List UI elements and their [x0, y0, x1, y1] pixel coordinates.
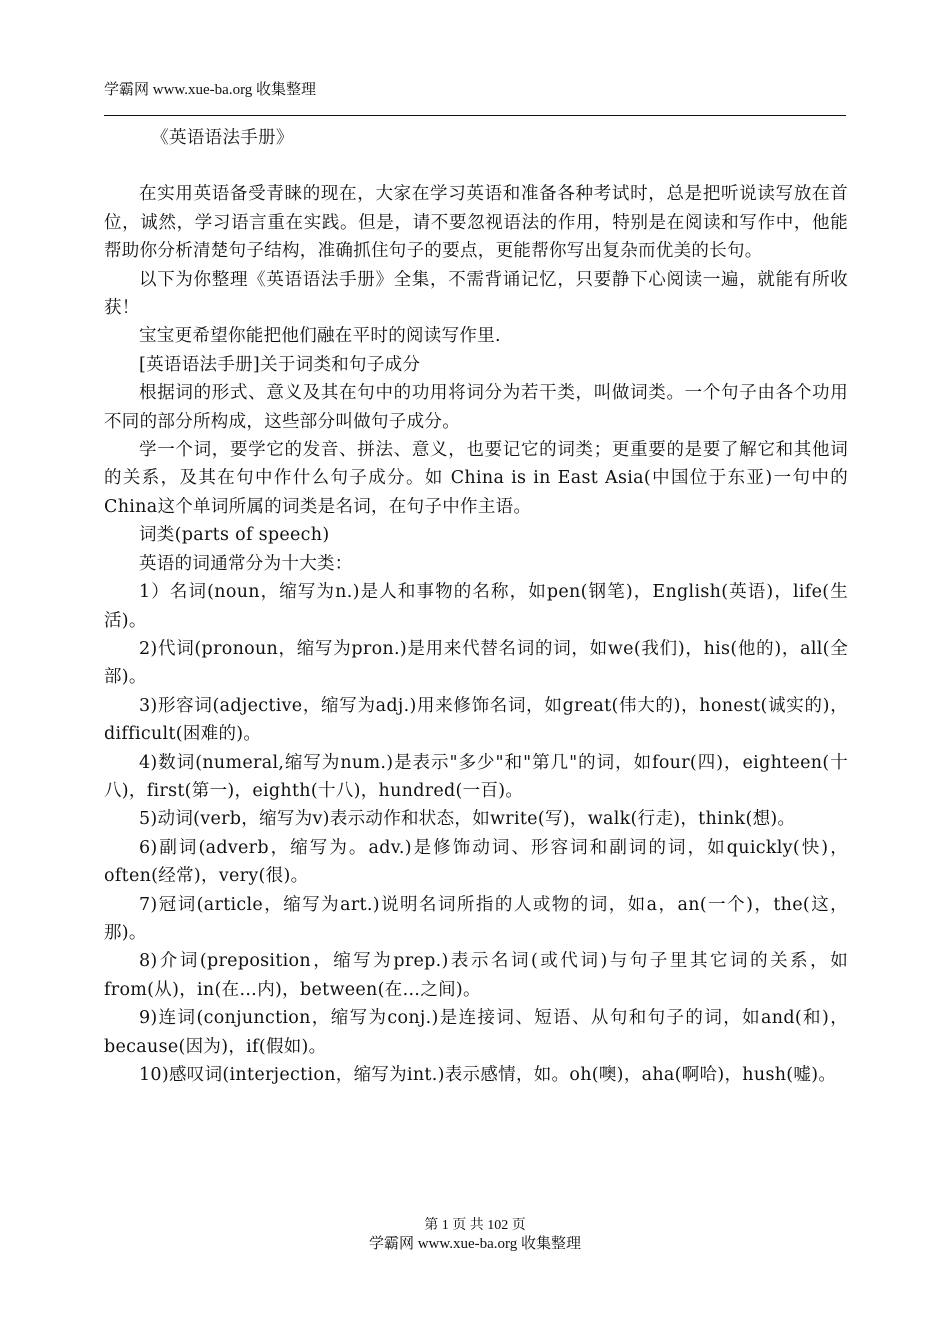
subheading-parts-of-speech: 词类(parts of speech) — [139, 525, 330, 546]
list-item-conjunction: 9)连词(conjunction，缩写为conj.)是连接词、短语、从句和句子的词，如and(和)，because(因为)，if(假如)。 — [104, 1008, 848, 1057]
paragraph-intro: 在实用英语备受青睐的现在，大家在学习英语和准备各种考试时，总是把听说读写放在首位，诚然，学习语言重在实践。但是，请不要忽视语法的作用，特别是在阅读和写作中，他能帮助你分析清楚句子结构，准确抓住句子的要点，更能帮你写出复杂而优美的长句。 — [104, 184, 848, 262]
paragraph-example: 学一个词，要学它的发音、拼法、意义，也要记它的词类；更重要的是要了解它和其他词的关系，及其在句中作什么句子成分。如 China is in East Asia(中国位于东亚)一句中的China这个单词所属的词类是名词，在句子中作主语。 — [104, 440, 848, 517]
document-title: 《英语语法手册》 — [151, 128, 294, 148]
page-header-brand: 学霸网 www.xue-ba.org 收集整理 — [104, 82, 317, 98]
document-body — [104, 124, 848, 1089]
paragraph-collection: 以下为你整理《英语语法手册》全集，不需背诵记忆，只要静下心阅读一遍，就能有所收获！ — [104, 269, 848, 319]
paragraph-definition: 根据词的形式、意义及其在句中的功用将词分为若干类，叫做词类。一个句子由各个功用不同的部分所构成，这些部分叫做句子成分。 — [104, 383, 848, 432]
list-item-numeral: 4)数词(numeral,缩写为num.)是表示"多少"和"第几"的词，如four(四)，eighteen(十八)，first(第一)，eighth(十八)，hundred(一百)。 — [104, 752, 848, 801]
list-item-preposition: 8)介词(preposition，缩写为prep.)表示名词(或代词)与句子里其它词的关系，如from(从)，in(在…内)，between(在…之间)。 — [104, 951, 848, 1000]
list-item-pronoun: 2)代词(pronoun，缩写为pron.)是用来代替名词的词，如we(我们)，his(他的)，all(全部)。 — [104, 638, 848, 688]
list-item-verb: 5)动词(verb，缩写为v)表示动作和状态，如write(写)，walk(行走)，think(想)。 — [139, 809, 796, 830]
paragraph-ten-classes: 英语的词通常分为十大类： — [139, 553, 353, 574]
list-item-adjective: 3)形容词(adjective，缩写为adj.)用来修饰名词，如great(伟大的)，honest(诚实的)，difficult(困难的)。 — [104, 695, 848, 745]
section-heading: [英语语法手册]关于词类和句子成分 — [139, 354, 421, 375]
page-number: 第 1 页 共 102 页 — [424, 1218, 526, 1233]
list-item-noun: 1）名词(noun，缩写为n.)是人和事物的名称，如pen(钢笔)，English(英语)，life(生活)。 — [104, 582, 848, 631]
list-item-adverb: 6)副词(adverb，缩写为。adv.)是修饰动词、形容词和副词的词，如quickly(快)，often(经常)，very(很)。 — [104, 837, 848, 887]
paragraph-hope: 宝宝更希望你能把他们融在平时的阅读写作里. — [139, 326, 501, 347]
page-footer-brand: 学霸网 www.xue-ba.org 收集整理 — [368, 1236, 582, 1252]
list-item-interjection: 10)感叹词(interjection，缩写为int.)表示感情，如。oh(噢)，aha(啊哈)，hush(嘘)。 — [139, 1065, 837, 1085]
header-divider — [104, 115, 846, 116]
list-item-article: 7)冠词(article，缩写为art.)说明名词所指的人或物的词，如a，an(一个)，the(这，那)。 — [104, 894, 848, 943]
